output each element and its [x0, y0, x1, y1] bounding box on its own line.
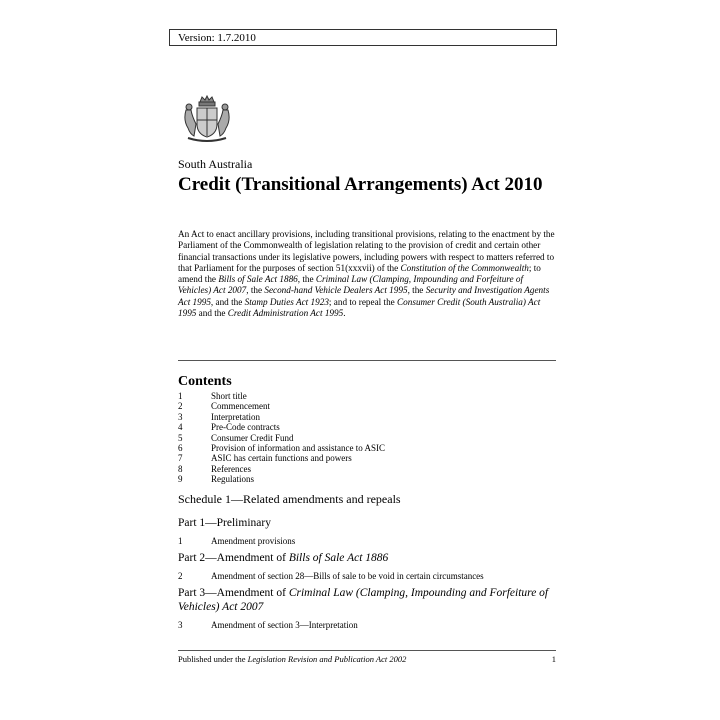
part-1-item[interactable]: 1 Amendment provisions	[178, 536, 296, 546]
page-number: 1	[551, 654, 556, 664]
part-2-heading[interactable]: Part 2—Amendment of Bills of Sale Act 1886	[178, 552, 389, 564]
coat-of-arms-crest	[180, 94, 234, 146]
toc-entry[interactable]: 1 Short title	[178, 391, 247, 401]
toc-entry[interactable]: 5 Consumer Credit Fund	[178, 432, 294, 443]
contents-list	[178, 391, 558, 485]
footer-divider	[178, 650, 556, 651]
long-title: An Act to enact ancillary provisions, including transitional provisions, relating to the enactment by the Parliament of the Commonwealth of legislation relating to the provision of credit and certain other financial transactions under its legislative powers, including powers with respect to matters referred to that Parliament for the purposes of section 51(xxxvii) of the Constitution of the Commonwealth; to amend the Bills of Sale Act 1886, the Criminal Law (Clamping, Impounding and Forfeiture of Vehicles) Act 2007, the Second-hand Vehicle Dealers Act 1995, the Security and Investigation Agents Act 1995, and the Stamp Duties Act 1923; and to repeal the Consumer Credit (South Australia) Act 1995 and the Credit Administration Act 1995.	[178, 229, 555, 319]
toc-entry[interactable]: 8 References	[178, 463, 251, 474]
part-2-item[interactable]: 2 Amendment of section 28—Bills of sale to be void in certain circumstances	[178, 571, 484, 581]
toc-entry[interactable]: 4 Pre-Code contracts	[178, 422, 280, 433]
part-3-heading[interactable]: Part 3—Amendment of Criminal Law (Clamping, Impounding and Forfeiture of Vehicles) Act 2007	[178, 587, 549, 613]
toc-entry[interactable]: 2 Commencement	[178, 401, 270, 412]
toc-entry[interactable]: 7 ASIC has certain functions and powers	[178, 453, 352, 464]
contents-heading: Contents	[178, 374, 232, 389]
version-label: Version: 1.7.2010	[178, 32, 256, 44]
schedule-heading[interactable]: Schedule 1—Related amendments and repeals	[178, 492, 401, 506]
part-3-item[interactable]: 3 Amendment of section 3—Interpretation	[178, 620, 358, 630]
toc-entry[interactable]: 9 Regulations	[178, 474, 254, 485]
toc-entry[interactable]: 3 Interpretation	[178, 411, 260, 422]
state-name: South Australia	[178, 157, 253, 171]
page-footer	[178, 654, 556, 664]
act-title: Credit (Transitional Arrangements) Act 2010	[178, 174, 543, 195]
toc-entry[interactable]: 6 Provision of information and assistance to ASIC	[178, 443, 385, 454]
version-box	[169, 29, 557, 46]
section-divider	[178, 360, 556, 361]
footer-publisher: Published under the Legislation Revision and Publication Act 2002	[178, 654, 407, 664]
part-1-heading[interactable]: Part 1—Preliminary	[178, 517, 271, 529]
